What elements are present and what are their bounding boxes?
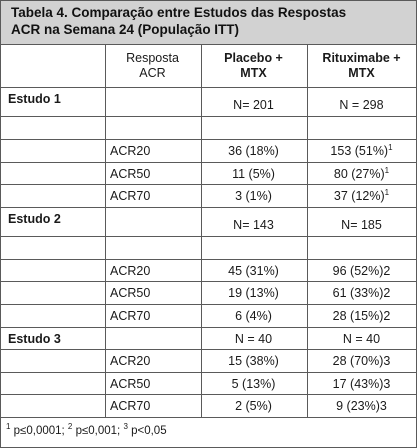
table-column-divider bbox=[105, 44, 106, 417]
table-row-divider bbox=[0, 162, 417, 163]
placebo-value: 11 (5%) bbox=[232, 166, 275, 181]
acr-label: ACR70 bbox=[110, 399, 151, 414]
table-row-divider bbox=[0, 327, 417, 328]
table-title-line2: ACR na Semana 24 (População ITT) bbox=[11, 22, 240, 37]
table-title-band bbox=[1, 1, 416, 45]
rituximabe-value-cell bbox=[307, 399, 416, 413]
rituximabe-value-cell bbox=[307, 144, 416, 158]
study-n-rituximabe: N= 185 bbox=[341, 217, 382, 232]
rituximabe-value: 61 (33%)2 bbox=[332, 286, 391, 301]
placebo-value: 36 (18%) bbox=[228, 143, 279, 158]
table-row-divider bbox=[0, 139, 417, 140]
header-acr-line2: ACR bbox=[139, 66, 166, 80]
rituximabe-value: 17 (43%)3 bbox=[332, 376, 391, 391]
rituximabe-value: 37 (12%) bbox=[333, 189, 385, 204]
rituximabe-value-cell bbox=[307, 189, 416, 203]
placebo-value: 45 (31%) bbox=[228, 263, 279, 278]
placebo-value: 15 (38%) bbox=[228, 354, 279, 369]
rituximabe-significance-marker: 1 bbox=[384, 165, 390, 175]
acr-label: ACR50 bbox=[110, 166, 151, 181]
header-placebo-line2: MTX bbox=[240, 66, 267, 80]
rituximabe-value: 80 (27%) bbox=[333, 166, 385, 181]
rituximabe-value-cell bbox=[307, 354, 416, 368]
table-row-divider bbox=[0, 349, 417, 350]
footnote-marker-1: 1 bbox=[6, 422, 11, 432]
rituximabe-significance-marker: 1 bbox=[384, 188, 390, 198]
study-n-placebo: N = 40 bbox=[234, 331, 273, 346]
acr-label: ACR20 bbox=[110, 143, 151, 158]
placebo-value: 19 (13%) bbox=[228, 286, 279, 301]
footnote-text-1: p≤0,0001; bbox=[10, 425, 68, 437]
table-row-divider bbox=[0, 207, 417, 208]
header-rituximabe-line1: Rituximabe + bbox=[322, 51, 401, 65]
header-placebo-line1: Placebo + bbox=[224, 51, 283, 65]
acr-label: ACR70 bbox=[110, 189, 151, 204]
rituximabe-significance-marker: 1 bbox=[388, 142, 393, 152]
table-row-divider bbox=[0, 304, 417, 305]
table-row-divider bbox=[0, 184, 417, 185]
placebo-value: 6 (4%) bbox=[235, 308, 272, 323]
study-n-placebo: N= 201 bbox=[233, 98, 274, 112]
acr-label: ACR50 bbox=[110, 376, 151, 391]
table-row-divider bbox=[0, 372, 417, 373]
acr-label: ACR20 bbox=[110, 263, 151, 278]
acr-label: ACR70 bbox=[110, 308, 151, 323]
study-n-rituximabe: N = 40 bbox=[342, 331, 381, 346]
rituximabe-value-cell bbox=[307, 264, 416, 278]
study-n-placebo: N= 143 bbox=[233, 217, 274, 232]
study-name: Estudo 1 bbox=[8, 92, 61, 106]
table-row-divider bbox=[0, 281, 417, 282]
table-row-divider bbox=[0, 116, 417, 117]
rituximabe-value: 28 (15%)2 bbox=[332, 308, 391, 323]
placebo-value: 5 (13%) bbox=[231, 376, 276, 391]
study-n-rituximabe: N = 298 bbox=[339, 98, 384, 112]
footnote-text-3: p<0,05 bbox=[127, 425, 167, 437]
rituximabe-value-cell bbox=[307, 167, 416, 181]
table-row-divider bbox=[0, 87, 417, 88]
rituximabe-value-cell bbox=[307, 309, 416, 323]
footnote-marker-2: 2 bbox=[67, 422, 73, 432]
header-rituximabe-line2: MTX bbox=[348, 66, 375, 80]
rituximabe-value: 96 (52%)2 bbox=[332, 263, 391, 278]
study-name: Estudo 2 bbox=[8, 211, 61, 226]
footnote-text-2: p≤0,001; bbox=[72, 425, 124, 437]
placebo-value: 3 (1%) bbox=[235, 189, 272, 204]
table-row-divider bbox=[0, 259, 417, 260]
acr-label: ACR20 bbox=[110, 354, 151, 369]
table-row-divider bbox=[0, 417, 417, 418]
rituximabe-value: 28 (70%)3 bbox=[332, 354, 391, 369]
rituximabe-value: 153 (51%) bbox=[330, 143, 389, 158]
study-name: Estudo 3 bbox=[8, 331, 61, 346]
header-acr-line1: Resposta bbox=[126, 51, 179, 65]
rituximabe-value-cell bbox=[307, 286, 416, 300]
table-row-divider bbox=[0, 236, 417, 237]
table-title-line1: Tabela 4. Comparação entre Estudos das Respostas bbox=[11, 5, 347, 20]
rituximabe-value: 9 (23%)3 bbox=[336, 399, 387, 414]
footnote-marker-3: 3 bbox=[123, 422, 128, 432]
acr-label: ACR50 bbox=[110, 286, 151, 301]
placebo-value: 2 (5%) bbox=[235, 399, 272, 414]
rituximabe-value-cell bbox=[307, 377, 416, 391]
table-row-divider bbox=[0, 394, 417, 395]
table-footnote bbox=[6, 422, 167, 437]
